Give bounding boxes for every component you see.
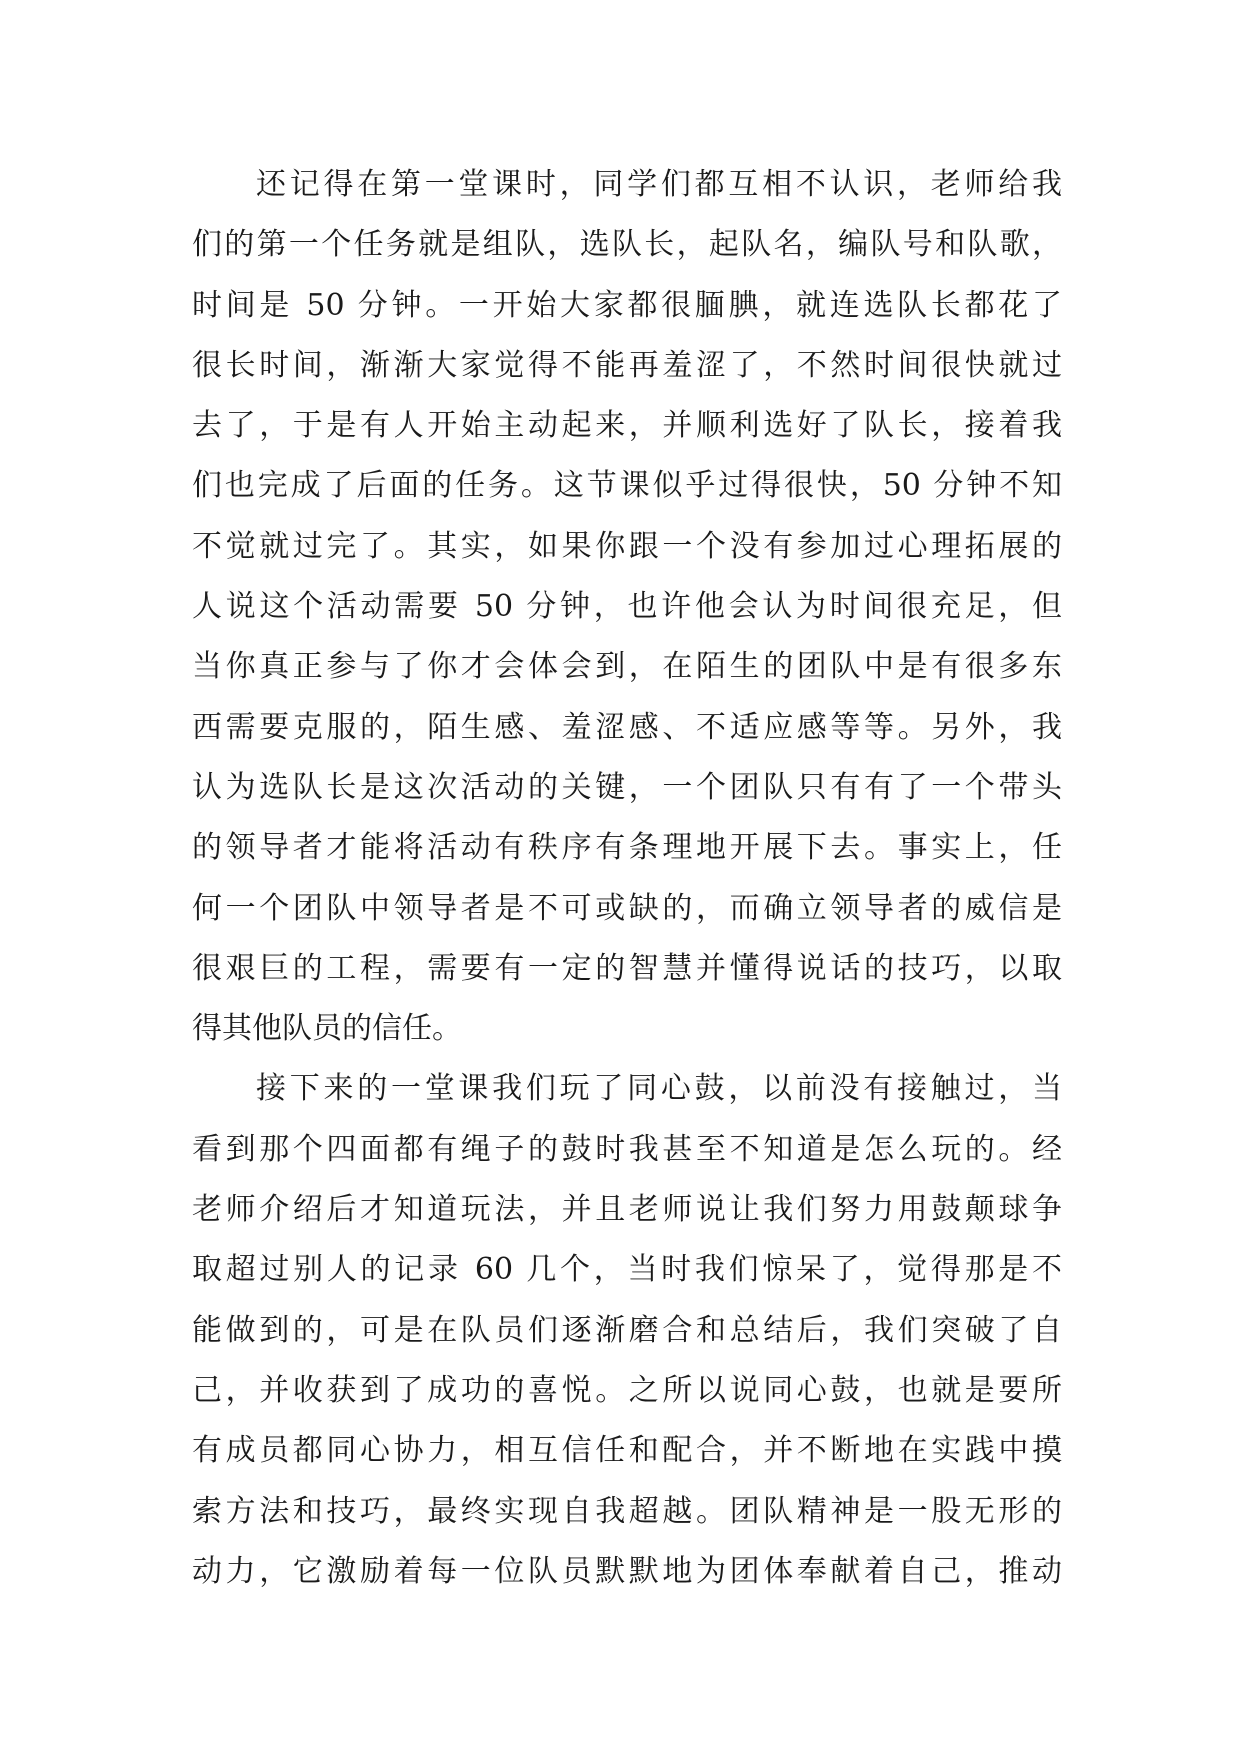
text-line: 当你真正参与了你才会体会到，在陌生的团队中是有很多东 bbox=[192, 649, 1062, 685]
text-line: 不觉就过完了。其实，如果你跟一个没有参加过心理拓展的 bbox=[192, 528, 1062, 564]
text-line: 取超过别人的记录 60 几个，当时我们惊呆了，觉得那是不 bbox=[192, 1252, 1062, 1288]
text-line: 西需要克服的，陌生感、羞涩感、不适应感等等。另外，我 bbox=[192, 709, 1062, 745]
text-line: 看到那个四面都有绳子的鼓时我甚至不知道是怎么玩的。经 bbox=[192, 1131, 1062, 1167]
text-line: 们也完成了后面的任务。这节课似乎过得很快，50 分钟不知 bbox=[192, 468, 1062, 504]
text-line: 去了，于是有人开始主动起来，并顺利选好了队长，接着我 bbox=[192, 408, 1062, 444]
text-line: 索方法和技巧，最终实现自我超越。团队精神是一股无形的 bbox=[192, 1493, 1062, 1529]
text-line: 何一个团队中领导者是不可或缺的，而确立领导者的威信是 bbox=[192, 890, 1062, 926]
text-line: 人说这个活动需要 50 分钟，也许他会认为时间很充足，但 bbox=[192, 589, 1062, 625]
text-line: 很艰巨的工程，需要有一定的智慧并懂得说话的技巧，以取 bbox=[192, 950, 1062, 986]
text-line: 们的第一个任务就是组队，选队长，起队名，编队号和队歌， bbox=[192, 227, 1062, 263]
text-line: 动力，它激励着每一位队员默默地为团体奉献着自己，推动 bbox=[192, 1553, 1062, 1589]
text-line: 认为选队长是这次活动的关键，一个团队只有有了一个带头 bbox=[192, 769, 1062, 805]
text-line: 还记得在第一堂课时，同学们都互相不认识，老师给我 bbox=[256, 167, 1062, 202]
text-line: 老师介绍后才知道玩法，并且老师说让我们努力用鼓颠球争 bbox=[192, 1192, 1062, 1228]
body-text bbox=[192, 155, 1062, 1602]
text-line: 接下来的一堂课我们玩了同心鼓，以前没有接触过，当 bbox=[256, 1071, 1062, 1107]
text-line: 时间是 50 分钟。一开始大家都很腼腆，就连选队长都花了 bbox=[192, 287, 1062, 323]
text-line: 有成员都同心协力，相互信任和配合，并不断地在实践中摸 bbox=[192, 1433, 1062, 1469]
text-line: 得其他队员的信任。 bbox=[192, 1011, 462, 1047]
text-line: 能做到的，可是在队员们逐渐磨合和总结后，我们突破了自 bbox=[192, 1312, 1062, 1348]
text-line: 很长时间，渐渐大家觉得不能再羞涩了，不然时间很快就过 bbox=[192, 347, 1062, 383]
text-line: 的领导者才能将活动有秩序有条理地开展下去。事实上，任 bbox=[192, 830, 1062, 866]
text-line: 己，并收获到了成功的喜悦。之所以说同心鼓，也就是要所 bbox=[192, 1372, 1062, 1408]
